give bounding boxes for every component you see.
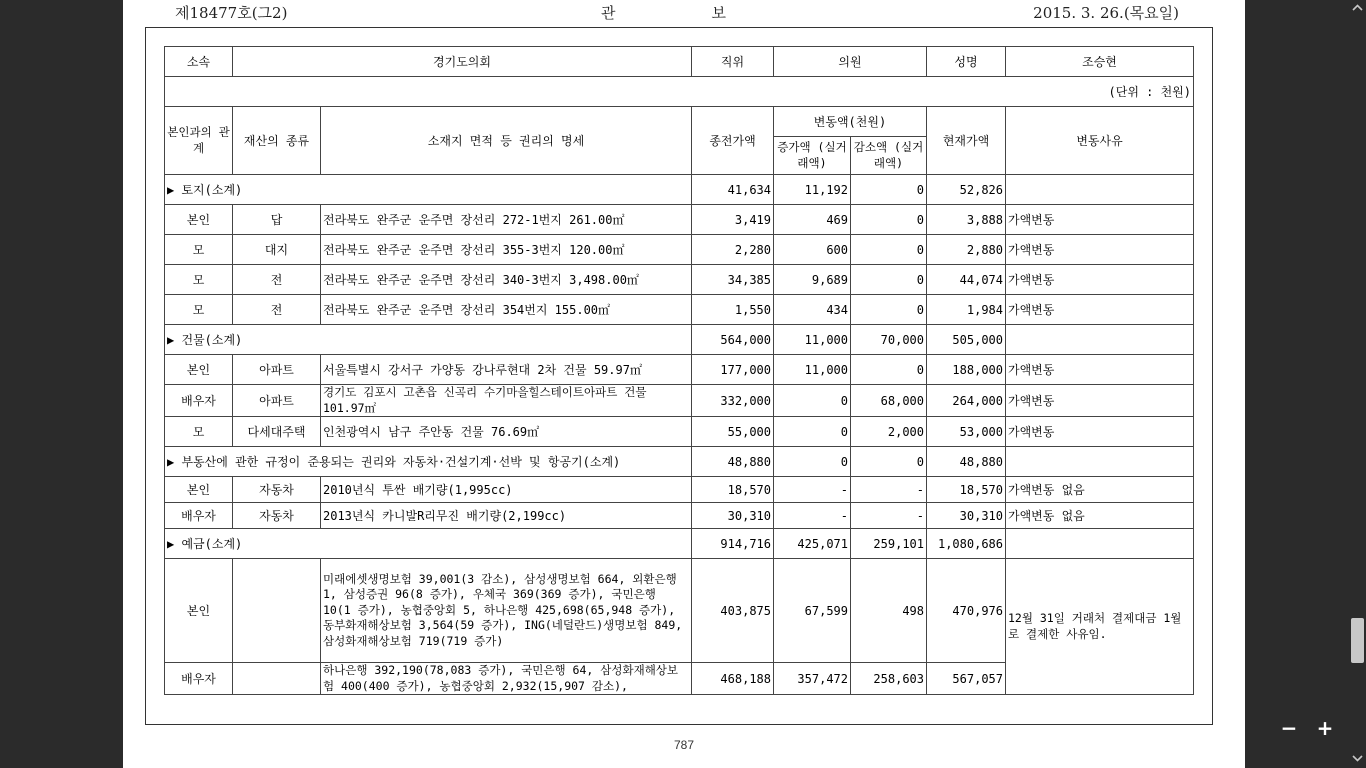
col-prev-value: 종전가액: [692, 107, 774, 175]
cell-increase: 0: [774, 417, 851, 447]
subtotal-prev: 41,634: [692, 175, 774, 205]
asset-change-table: [164, 46, 1194, 695]
cell-detail: 하나은행 392,190(78,083 증가), 국민은행 64, 삼성화재해상보험 400(400 증가), 농협중앙회 2,932(15,907 감소),: [321, 663, 692, 695]
unit-row: [165, 77, 1194, 107]
cell-asset-type: [233, 559, 321, 663]
cell-relation: 모: [165, 235, 233, 265]
subtotal-decrease: 0: [851, 447, 927, 477]
table-row: [165, 559, 1194, 663]
cell-prev: 177,000: [692, 355, 774, 385]
cell-asset-type: 대지: [233, 235, 321, 265]
zoom-in-button[interactable]: +: [1316, 716, 1334, 740]
cell-detail: 전라북도 완주군 운주면 장선리 340-3번지 3,498.00㎡: [321, 265, 692, 295]
cell-reason: 가액변동: [1006, 355, 1194, 385]
col-increase: 증가액 (실거래액): [774, 137, 851, 175]
cell-relation: 배우자: [165, 663, 233, 695]
cell-current: 44,074: [927, 265, 1006, 295]
cell-prev: 332,000: [692, 385, 774, 417]
cell-reason: 가액변동 없음: [1006, 477, 1194, 503]
affiliation-value: 경기도의회: [233, 47, 692, 77]
cell-detail: 서울특별시 강서구 가양동 강나루현대 2차 건물 59.97㎡: [321, 355, 692, 385]
cell-prev: 468,188: [692, 663, 774, 695]
cell-asset-type: 전: [233, 295, 321, 325]
subtotal-decrease: 0: [851, 175, 927, 205]
cell-decrease: 498: [851, 559, 927, 663]
zoom-out-button[interactable]: −: [1280, 716, 1298, 740]
subtotal-prev: 48,880: [692, 447, 774, 477]
header-row-1: [165, 107, 1194, 137]
subtotal-reason: [1006, 175, 1194, 205]
cell-reason: 가액변동: [1006, 205, 1194, 235]
table-row: [165, 235, 1194, 265]
subtotal-title: ▶ 예금(소계): [165, 529, 692, 559]
cell-decrease: 258,603: [851, 663, 927, 695]
cell-increase: 67,599: [774, 559, 851, 663]
subtotal-decrease: 70,000: [851, 325, 927, 355]
cell-increase: 600: [774, 235, 851, 265]
cell-detail: 인천광역시 남구 주안동 건물 76.69㎡: [321, 417, 692, 447]
scrollbar-thumb[interactable]: [1351, 618, 1364, 663]
cell-current: 30,310: [927, 503, 1006, 529]
cell-decrease: 0: [851, 205, 927, 235]
cell-detail: 전라북도 완주군 운주면 장선리 355-3번지 120.00㎡: [321, 235, 692, 265]
cell-decrease: 0: [851, 265, 927, 295]
col-change-group: 변동액(천원): [774, 107, 927, 137]
subtotal-increase: 425,071: [774, 529, 851, 559]
cell-prev: 3,419: [692, 205, 774, 235]
chevron-up-icon[interactable]: [1349, 0, 1366, 17]
cell-detail: 경기도 김포시 고촌읍 신곡리 수기마을힐스테이트아파트 건물 101.97㎡: [321, 385, 692, 417]
gazette-title: [601, 2, 726, 23]
cell-current: 188,000: [927, 355, 1006, 385]
cell-asset-type: [233, 663, 321, 695]
cell-increase: -: [774, 477, 851, 503]
subtotal-reason: [1006, 529, 1194, 559]
cell-current: 470,976: [927, 559, 1006, 663]
table-row: [165, 295, 1194, 325]
gazette-title-char-1: 관: [601, 4, 616, 22]
cell-decrease: 0: [851, 295, 927, 325]
cell-asset-type: 답: [233, 205, 321, 235]
col-decrease: 감소액 (실거래액): [851, 137, 927, 175]
cell-reason: 가액변동: [1006, 265, 1194, 295]
position-label: 직위: [692, 47, 774, 77]
cell-decrease: -: [851, 503, 927, 529]
table-row: [165, 477, 1194, 503]
cell-decrease: 2,000: [851, 417, 927, 447]
cell-detail: 미래에셋생명보험 39,001(3 감소), 삼성생명보험 664, 외환은행 1, 삼성증권 96(8 증가), 우체국 369(369 증가), 국민은행 10(1 증가), 농협중앙회 5, 하나은행 425,698(65,948 증가), 동부화재해상보험 3,564(59 증가), ING(네덜란드)생명보험 849, 삼성화재해상보험 719(719 증가): [321, 559, 692, 663]
cell-decrease: 0: [851, 355, 927, 385]
issue-date: 2015. 3. 26.(목요일): [1033, 4, 1179, 22]
cell-decrease: -: [851, 477, 927, 503]
table-row: [165, 417, 1194, 447]
cell-detail: 전라북도 완주군 운주면 장선리 354번지 155.00㎡: [321, 295, 692, 325]
subtotal-prev: 564,000: [692, 325, 774, 355]
table-row: [165, 385, 1194, 417]
subtotal-row-vehicles: [165, 447, 1194, 477]
subtotal-row-land: [165, 175, 1194, 205]
cell-asset-type: 자동차: [233, 477, 321, 503]
cell-current: 1,984: [927, 295, 1006, 325]
cell-asset-type: 전: [233, 265, 321, 295]
affiliation-label: 소속: [165, 47, 233, 77]
subtotal-title: ▶ 건물(소계): [165, 325, 692, 355]
cell-decrease: 68,000: [851, 385, 927, 417]
position-value: 의원: [774, 47, 927, 77]
cell-prev: 403,875: [692, 559, 774, 663]
cell-detail: 2010년식 투싼 배기량(1,995cc): [321, 477, 692, 503]
subtotal-current: 1,080,686: [927, 529, 1006, 559]
cell-increase: -: [774, 503, 851, 529]
col-current-value: 현재가액: [927, 107, 1006, 175]
cell-current: 567,057: [927, 663, 1006, 695]
cell-reason: 12월 31일 거래처 결제대금 1월로 결제한 사유임.: [1006, 559, 1194, 695]
subtotal-current: 52,826: [927, 175, 1006, 205]
vertical-scrollbar[interactable]: [1349, 0, 1366, 768]
cell-prev: 1,550: [692, 295, 774, 325]
table-row: [165, 355, 1194, 385]
cell-relation: 배우자: [165, 385, 233, 417]
cell-asset-type: 다세대주택: [233, 417, 321, 447]
cell-reason: 가액변동: [1006, 385, 1194, 417]
cell-relation: 본인: [165, 477, 233, 503]
name-value: 조승현: [1006, 47, 1194, 77]
subtotal-increase: 0: [774, 447, 851, 477]
cell-increase: 11,000: [774, 355, 851, 385]
subtotal-decrease: 259,101: [851, 529, 927, 559]
cell-increase: 357,472: [774, 663, 851, 695]
issue-number: 제18477호(그2): [175, 4, 288, 22]
cell-prev: 55,000: [692, 417, 774, 447]
cell-relation: 본인: [165, 559, 233, 663]
unit-note: (단위 : 천원): [165, 77, 1194, 107]
table-row: [165, 265, 1194, 295]
cell-prev: 2,280: [692, 235, 774, 265]
cell-relation: 모: [165, 417, 233, 447]
col-reason: 변동사유: [1006, 107, 1194, 175]
cell-asset-type: 아파트: [233, 385, 321, 417]
cell-asset-type: 자동차: [233, 503, 321, 529]
cell-relation: 모: [165, 265, 233, 295]
subtotal-row-buildings: [165, 325, 1194, 355]
name-label: 성명: [927, 47, 1006, 77]
cell-increase: 9,689: [774, 265, 851, 295]
viewer-left-margin: [0, 0, 123, 768]
gazette-title-char-2: 보: [711, 4, 726, 22]
cell-relation: 본인: [165, 205, 233, 235]
cell-relation: 배우자: [165, 503, 233, 529]
cell-current: 2,880: [927, 235, 1006, 265]
subtotal-current: 48,880: [927, 447, 1006, 477]
subtotal-increase: 11,192: [774, 175, 851, 205]
cell-prev: 18,570: [692, 477, 774, 503]
info-row: [165, 47, 1194, 77]
subtotal-prev: 914,716: [692, 529, 774, 559]
page-number: 787: [673, 738, 695, 752]
cell-current: 18,570: [927, 477, 1006, 503]
col-relation: 본인과의 관계: [165, 107, 233, 175]
subtotal-title: ▶ 부동산에 관한 규정이 준용되는 권리와 자동차·건설기계·선박 및 항공기(소계): [165, 447, 692, 477]
cell-detail: 전라북도 완주군 운주면 장선리 272-1번지 261.00㎡: [321, 205, 692, 235]
cell-relation: 모: [165, 295, 233, 325]
cell-current: 3,888: [927, 205, 1006, 235]
cell-increase: 434: [774, 295, 851, 325]
cell-detail: 2013년식 카니발R리무진 배기량(2,199cc): [321, 503, 692, 529]
subtotal-reason: [1006, 447, 1194, 477]
cell-prev: 34,385: [692, 265, 774, 295]
table-row: [165, 503, 1194, 529]
col-asset-type: 재산의 종류: [233, 107, 321, 175]
cell-increase: 0: [774, 385, 851, 417]
col-detail: 소재지 면적 등 권리의 명세: [321, 107, 692, 175]
cell-current: 53,000: [927, 417, 1006, 447]
cell-decrease: 0: [851, 235, 927, 265]
subtotal-current: 505,000: [927, 325, 1006, 355]
table-row: [165, 205, 1194, 235]
subtotal-row-deposits: [165, 529, 1194, 559]
subtotal-increase: 11,000: [774, 325, 851, 355]
cell-prev: 30,310: [692, 503, 774, 529]
cell-reason: 가액변동 없음: [1006, 503, 1194, 529]
cell-reason: 가액변동: [1006, 235, 1194, 265]
subtotal-reason: [1006, 325, 1194, 355]
chevron-down-icon[interactable]: [1349, 751, 1366, 768]
cell-asset-type: 아파트: [233, 355, 321, 385]
viewer-right-margin: [1245, 0, 1349, 768]
cell-increase: 469: [774, 205, 851, 235]
subtotal-title: ▶ 토지(소계): [165, 175, 692, 205]
document-page: [123, 0, 1245, 768]
cell-relation: 본인: [165, 355, 233, 385]
cell-reason: 가액변동: [1006, 295, 1194, 325]
cell-reason: 가액변동: [1006, 417, 1194, 447]
cell-current: 264,000: [927, 385, 1006, 417]
